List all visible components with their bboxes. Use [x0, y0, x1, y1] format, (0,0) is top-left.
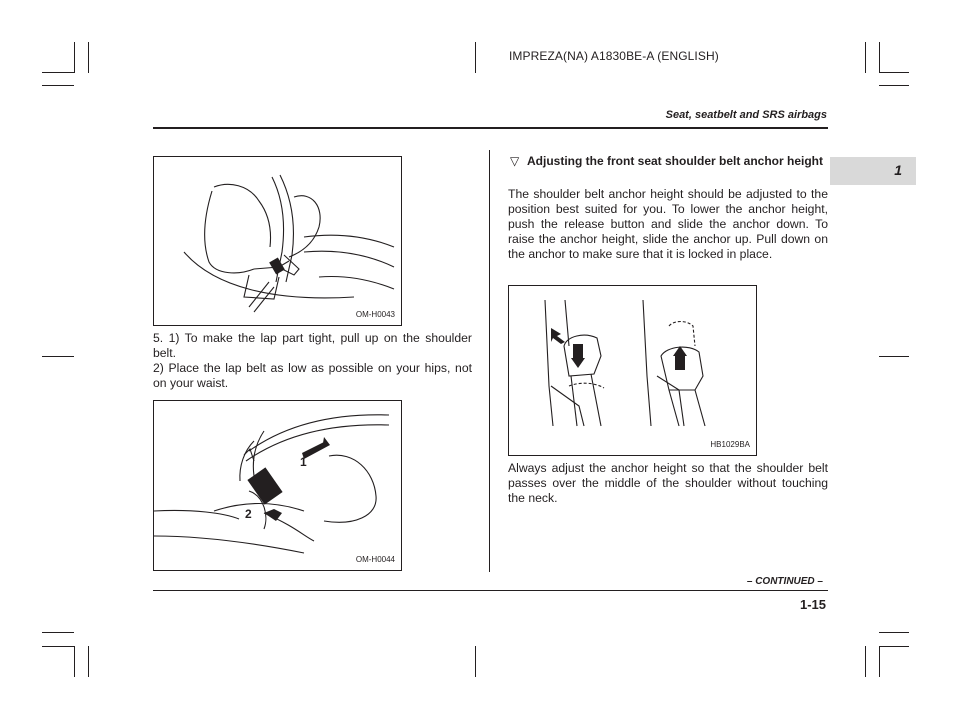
crop-mark	[865, 42, 866, 73]
figure-lap-belt-position	[153, 400, 402, 571]
chapter-tab	[830, 157, 916, 185]
step-5-line-2: 2) Place the lap belt as low as possible on your hips, not on your waist.	[153, 361, 472, 390]
crop-mark	[42, 632, 74, 633]
crop-mark	[42, 646, 74, 647]
header-rule	[153, 127, 828, 129]
chapter-number: 1	[894, 162, 902, 178]
crop-mark	[475, 42, 476, 73]
crop-mark	[74, 42, 75, 73]
crop-mark	[879, 72, 909, 73]
crop-mark	[42, 356, 74, 357]
crop-mark	[88, 646, 89, 677]
figure-id: OM-H0043	[355, 310, 395, 319]
section-heading	[510, 154, 828, 169]
crop-mark	[475, 646, 476, 677]
figure-lap-belt-tighten	[153, 156, 402, 326]
crop-mark	[42, 72, 74, 73]
figure-id: OM-H0044	[355, 555, 395, 564]
callout-2: 2	[245, 507, 252, 521]
anchor-height-paragraph: The shoulder belt anchor height should be adjusted to the position best suited for you. To lower the anchor height, push the release button and slide the anchor down. To raise the anchor height, slide the anchor up. Pull down on the anchor to make sure that it is locked in place.	[508, 187, 828, 261]
page-number: 1-15	[799, 597, 826, 612]
crop-mark	[88, 42, 89, 73]
column-divider	[489, 150, 490, 572]
heading-marker-icon: ▽	[510, 154, 520, 168]
footer-rule	[153, 590, 828, 591]
crop-mark	[42, 85, 74, 86]
continued-label: – CONTINUED –	[746, 576, 823, 587]
crop-mark	[74, 646, 75, 677]
step-5-line-1: 5. 1) To make the lap part tight, pull up on the shoulder belt.	[153, 331, 472, 360]
section-title: Seat, seatbelt and SRS airbags	[665, 109, 827, 121]
illustration-pull-shoulder-belt	[154, 157, 401, 325]
document-id: IMPREZA(NA) A1830BE-A (ENGLISH)	[509, 49, 719, 63]
step-5-text	[153, 331, 472, 391]
crop-mark	[879, 646, 909, 647]
crop-mark	[879, 42, 880, 73]
anchor-advice-paragraph: Always adjust the anchor height so that the shoulder belt passes over the middle of the shoulder without touching the neck.	[508, 461, 828, 505]
crop-mark	[879, 646, 880, 677]
illustration-place-lap-belt	[154, 401, 401, 570]
crop-mark	[879, 85, 909, 86]
callout-1: 1	[300, 455, 307, 469]
crop-mark	[879, 356, 909, 357]
crop-mark	[879, 632, 909, 633]
illustration-anchor-height	[509, 286, 756, 455]
crop-mark	[865, 646, 866, 677]
figure-anchor-adjust	[508, 285, 757, 456]
heading-text: Adjusting the front seat shoulder belt anchor height	[527, 154, 824, 168]
figure-id: HB1029BA	[710, 440, 750, 449]
